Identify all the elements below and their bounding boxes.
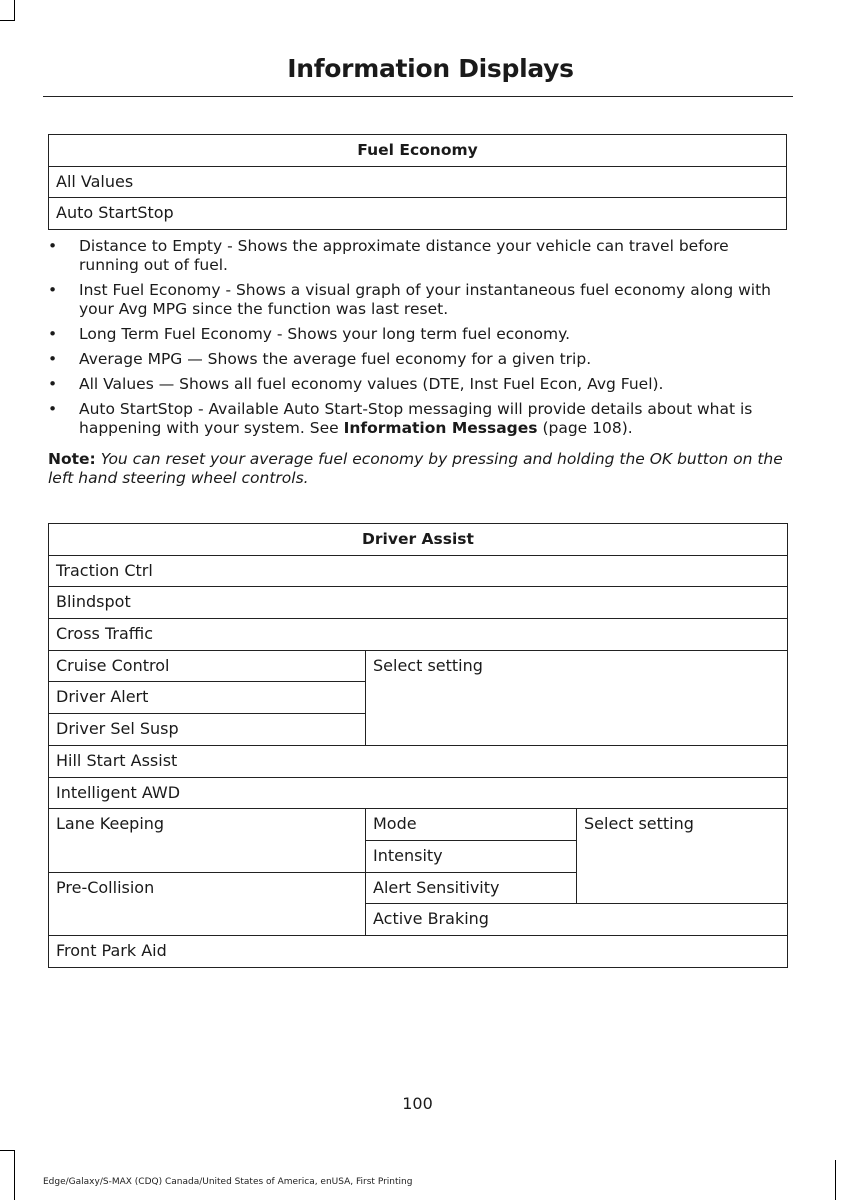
header-divider [43,96,793,97]
table-row: Blindspot [49,587,788,619]
table-cell: Select setting [366,650,788,745]
note-text: You can reset your average fuel economy by pressing and holding the OK button on the left hand steering wheel controls. [48,450,783,487]
table-cell: Select setting [577,809,788,904]
table-cell: Driver Sel Susp [49,714,366,746]
fuel-economy-table [48,134,787,230]
table-row: Cross Traffic [49,619,788,651]
crop-mark [0,1150,15,1151]
driver-assist-heading: Driver Assist [49,524,788,556]
table-row: Traction Ctrl [49,555,788,587]
table-cell: Mode [366,809,577,841]
bullet-icon: • [48,350,58,368]
crop-mark [0,20,15,21]
table-row: Auto StartStop [49,198,787,230]
table-cell: Intensity [366,840,577,872]
list-item-text: Inst Fuel Economy - Shows a visual graph of your instantaneous fuel economy along with your Avg MPG since the function was last reset. [79,281,771,318]
list-item-text: All Values — Shows all fuel economy values (DTE, Inst Fuel Econ, Avg Fuel). [79,375,664,393]
list-item [48,281,790,319]
table-cell: Active Braking [366,904,788,936]
table-cell: Driver Alert [49,682,366,714]
list-item-text: Long Term Fuel Economy - Shows your long term fuel economy. [79,325,571,343]
note [48,450,790,488]
driver-assist-table [48,523,788,968]
list-item [48,375,790,394]
bullet-icon: • [48,400,58,418]
table-row: Hill Start Assist [49,745,788,777]
page-number: 100 [402,1094,433,1113]
bullet-icon: • [48,281,58,299]
table-row: Front Park Aid [49,935,788,967]
table-cell: Pre-Collision [49,872,366,935]
list-item-text: Auto StartStop - Available Auto Start-Stop messaging will provide details about what is happening with your system. See [79,400,753,437]
crop-mark [14,0,15,20]
fuel-economy-bullet-list [48,237,790,444]
list-item [48,400,790,438]
list-item [48,237,790,275]
fuel-economy-heading: Fuel Economy [49,135,787,167]
crop-mark [835,1160,836,1200]
table-cell: Alert Sensitivity [366,872,577,904]
list-item-text: Distance to Empty - Shows the approximate distance your vehicle can travel before running out of fuel. [79,237,729,274]
footer: Edge/Galaxy/S-MAX (CDQ) Canada/United States of America, enUSA, First Printing [43,1177,413,1187]
list-item-text: (page 108). [537,419,633,437]
list-item [48,325,790,344]
list-item [48,350,790,369]
table-cell: Lane Keeping [49,809,366,872]
bullet-icon: • [48,237,58,255]
note-label: Note: [48,450,96,468]
information-messages-link[interactable]: Information Messages [343,419,538,437]
table-row: All Values [49,166,787,198]
table-row: Intelligent AWD [49,777,788,809]
table-cell: Cruise Control [49,650,366,682]
bullet-icon: • [48,375,58,393]
crop-mark [14,1150,15,1200]
bullet-icon: • [48,325,58,343]
page-title: Information Displays [287,54,574,83]
list-item-text: Average MPG — Shows the average fuel economy for a given trip. [79,350,592,368]
